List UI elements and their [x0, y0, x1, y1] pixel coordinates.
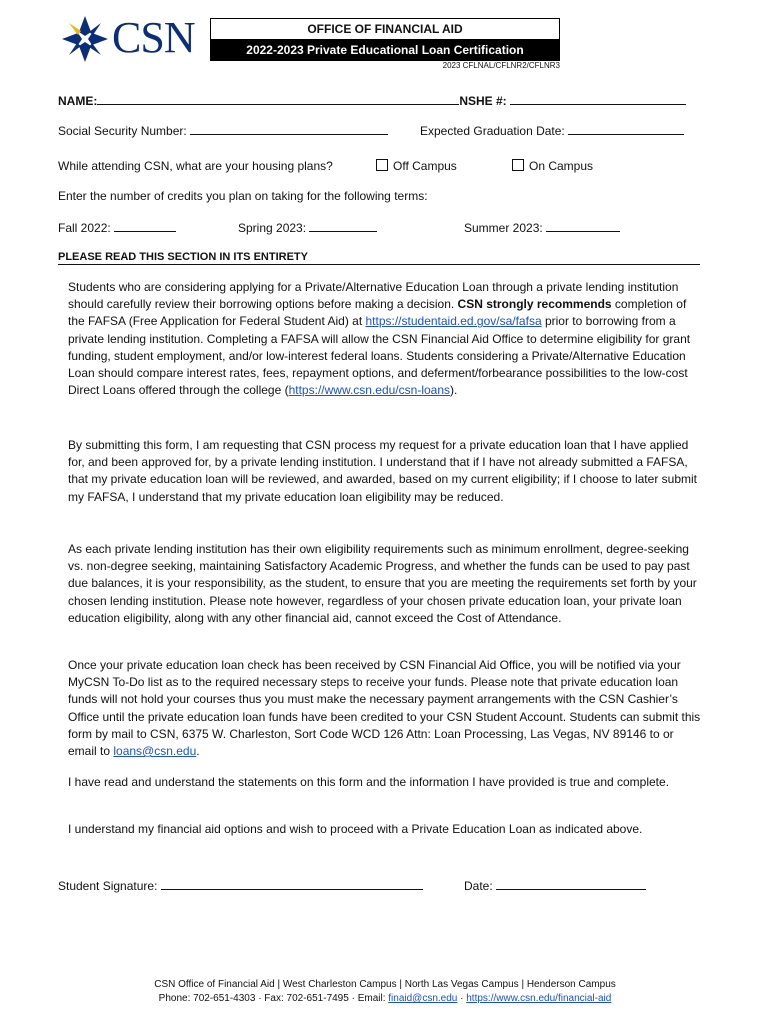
finaid-email-link[interactable]: finaid@csn.edu — [388, 993, 458, 1004]
p1-text-a: Students who are considering applying for a Private/Alternative Education Loan through a private lending institution should carefully review their borrowing options before making a decision. — [68, 280, 679, 312]
logo-text: CSN — [112, 13, 195, 62]
fall-label: Fall 2022: — [58, 221, 111, 235]
p4-text-b: . — [196, 744, 200, 759]
name-row — [58, 92, 686, 108]
header-box — [210, 18, 560, 61]
signature-label: Student Signature: — [58, 879, 158, 893]
p1-bold: CSN strongly recommends — [457, 297, 612, 312]
spring-row — [238, 219, 377, 235]
paragraph-2: By submitting this form, I am requesting that CSN process my request for a private education loan that I have applied for, and been approved for, by a private lending institution. I understand that if I have not already submitted a FAFSA, that my private education loan will be reviewed, and awarded, based on my current eligibility; if I choose to later submit my FAFSA, I understand that my private education loan eligibility may be reduced. — [68, 438, 697, 504]
on-campus-label: On Campus — [529, 159, 594, 173]
paragraph-6: I understand my financial aid options and wish to proceed with a Private Education Loan as indicated above. — [68, 822, 643, 836]
date-label: Date: — [464, 879, 493, 893]
signature-field[interactable] — [161, 877, 423, 890]
grad-date-field[interactable] — [568, 122, 684, 135]
csn-loans-link[interactable]: https://www.csn.edu/csn-loans — [288, 383, 451, 398]
footer-phone-fax: Phone: 702-651-4303 · Fax: 702-651-7495 · Email: — [158, 993, 389, 1004]
credits-question: Enter the number of credits you plan on taking for the following terms: — [58, 189, 428, 203]
paragraph-3: As each private lending institution has their own eligibility requirements such as minimum enrollment, degree-seeking vs. non-degree seeking, maintaining Satisfactory Academic Progress, and whether the funds can be used to pay past due balances, it is your responsibility, as the student, to ensure that you are meeting the requirements set forth by your chosen lending institution. Please note however, regardless of your chosen private education loan, your private loan education eligibility, along with any other financial aid, cannot exceed the Cost of Attendance. — [68, 542, 697, 625]
paragraph-1 — [68, 279, 704, 399]
office-title: OFFICE OF FINANCIAL AID — [210, 18, 560, 39]
p4-text-a: Once your private education loan check has been received by CSN Financial Aid Office, you will be notified via your MyCSN To-Do list as to the required necessary steps to receive your funds. Please note that private education loan funds will not hold your courses thus you must make the necessary payment arrangements with the CSN Cashier’s Office until the private education loan funds have been credited to your CSN Student Account. Students can submit this form by mail to CSN, 6375 W. Charleston, Sort Code WCD 126 Attn: Loan Processing, Las Vegas, NV 89146 to or email to — [68, 658, 701, 759]
date-field[interactable] — [496, 877, 646, 890]
nshe-label: NSHE #: — [459, 94, 507, 108]
summer-row — [464, 219, 620, 235]
footer-contact — [0, 992, 770, 1006]
summer-label: Summer 2023: — [464, 221, 543, 235]
form-code: 2023 CFLNAL/CFLNR2/CFLNR3 — [442, 61, 560, 70]
ssn-label: Social Security Number: — [58, 124, 187, 138]
ssn-field[interactable] — [190, 122, 388, 135]
on-campus-option[interactable] — [512, 159, 593, 173]
p1-text-b: completion of the FAFSA (Free Application for Federal Student Aid) at — [68, 297, 687, 329]
fall-row — [58, 219, 176, 235]
off-campus-option[interactable] — [376, 159, 457, 173]
ssn-row — [58, 122, 388, 138]
on-campus-checkbox[interactable] — [512, 159, 524, 171]
csn-logo — [60, 12, 210, 64]
summer-credits-field[interactable] — [546, 219, 620, 232]
footer-separator: · — [457, 993, 467, 1004]
spring-credits-field[interactable] — [309, 219, 377, 232]
date-row — [464, 877, 646, 893]
loans-email-link[interactable]: loans@csn.edu — [113, 744, 197, 759]
name-field[interactable] — [97, 92, 459, 105]
paragraph-5: I have read and understand the statements on this form and the information I have provided is true and complete. — [68, 775, 670, 789]
off-campus-checkbox[interactable] — [376, 159, 388, 171]
housing-question: While attending CSN, what are your housing plans? — [58, 159, 333, 173]
section-title: PLEASE READ THIS SECTION IN ITS ENTIRETY — [58, 251, 700, 265]
off-campus-label: Off Campus — [393, 159, 457, 173]
signature-row — [58, 877, 423, 893]
form-title: 2022-2023 Private Educational Loan Certification — [210, 39, 560, 61]
csn-star-icon — [60, 14, 110, 64]
name-label: NAME: — [58, 94, 98, 108]
paragraph-4 — [68, 657, 704, 760]
fall-credits-field[interactable] — [114, 219, 176, 232]
grad-label: Expected Graduation Date: — [420, 124, 565, 138]
nshe-field[interactable] — [510, 92, 686, 105]
p1-text-d: ). — [450, 383, 458, 398]
fafsa-link[interactable]: https://studentaid.ed.gov/sa/fafsa — [365, 314, 542, 329]
financial-aid-website-link[interactable]: https://www.csn.edu/financial-aid — [466, 993, 612, 1004]
spring-label: Spring 2023: — [238, 221, 307, 235]
grad-row — [420, 122, 684, 138]
footer-campuses: CSN Office of Financial Aid | West Charleston Campus | North Las Vegas Campus | Henderson Campus — [154, 979, 616, 990]
p1-text-c: prior to borrowing from a private lending institution. Completing a FAFSA will allow the CSN Financial Aid Office to determine eligibility for grant funding, student employment, and/or low-interest federal loans. Students considering a Private/Alternative Education Loan should compare interest rates, fees, repayment options, and deferment/forbearance possibilities to the low-cost Direct Loans offered through the college ( — [68, 314, 691, 398]
